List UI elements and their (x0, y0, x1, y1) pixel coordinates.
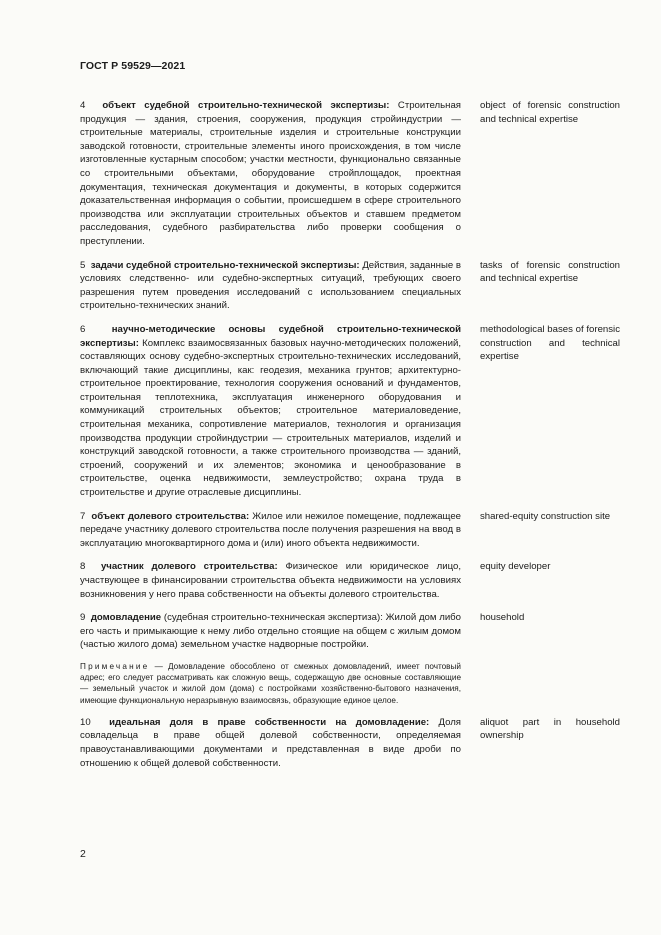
term-definition-text: Жилое или нежилое помещение, подлежащее передаче участнику долевого строительства после получения разрешения на ввод в эксплуатацию многоквартирного дома и (или) иного объекта недвижимости. (80, 510, 461, 549)
term-number: 4 (80, 100, 86, 111)
term-english-equivalent: aliquot part in household ownership (480, 716, 620, 742)
term-title: объект долевого строительства: (91, 510, 250, 522)
term-definition (80, 323, 461, 500)
term-definition-text: Физическое или юридическое лицо, участвующее в финансировании строительства объекта недвижимости на условиях возникновения у него права собственности на объекты долевого строительства. (80, 561, 461, 600)
term-number: 8 (80, 561, 86, 573)
term-english-equivalent: equity developer (480, 561, 551, 573)
term-title: домовладение (90, 612, 162, 624)
term-definition (80, 99, 461, 249)
term-definition (80, 560, 461, 601)
term-definition (80, 259, 461, 313)
term-entry-8 (80, 560, 620, 601)
term-note (80, 661, 461, 706)
note-text: — Домовладение обособлено от смежных домовладений, имеет почтовый адрес; его следует рассматривать как сложную вещь, содержащую две основные составляющие — земельный участок и жилой дом (дома) с постройками хозяйственно-бытового назначения, имеющие функциональную неразрывную взаимосвязь, образующие единое целое. (80, 661, 461, 705)
term-number: 5 (80, 259, 86, 271)
term-title: участник долевого строительства: (100, 561, 278, 573)
term-title: научно-методические основы судебной строительно-технической экспертизы: (80, 323, 461, 349)
term-left-column (80, 99, 461, 249)
term-title: идеальная доля в праве собственности на домовладение: (109, 716, 430, 728)
term-definition-text: Строительная продукция — здания, строения, сооружения, продукция стройиндустрии — строительные материалы, строительные изделия и строительные конструкции заводской готовности, строительные элементы иного происхождения, в том числе изготовленные кустарным способом; участки местности, функционально связанные со строительными объектами, оборудование стройплощадок, проектная документация, техническая документация и документы, в которых содержится доказательственная информация о событии, происшедшем в сфере строительного производства или эксплуатации строительных объектов и ставшем предметом расследования, судебного разбирательства либо проверки сообщения о преступлении. (80, 100, 461, 247)
term-entry-6 (80, 323, 620, 500)
term-english-equivalent: methodological bases of forensic construction and technical expertise (480, 323, 620, 363)
note-label: Примечание (80, 661, 150, 671)
term-number: 9 (80, 612, 86, 624)
term-left-column (80, 259, 461, 313)
term-number: 10 (80, 716, 91, 728)
term-entry-5 (80, 259, 620, 313)
term-definition (80, 716, 461, 770)
term-definition-text: Комплекс взаимосвязанных базовых научно-методических положений, составляющих основу судебно-экспертных строительно-технических исследований, включающий такие дисциплины, как: геодезия, механика грунтов; архитектурно-строительное проектирование, технология сооружения оснований и фундаментов, строительная теплотехника, эксплуатация инженерного оборудования и коммуникаций строительных объектов; строительное материаловедение, строительная механика, сопротивление материалов, технология и организация производства продукции стройиндустрии — строительных материалов, изделий и конструкций заводской готовности, а также строительного производства — зданий, строений, сооружений и их элементов; экономика и ценообразование в строительстве, оценка недвижимости, землеустройство; охрана труда в строительстве и другие отраслевые дисциплины. (80, 337, 461, 499)
term-left-column (80, 716, 461, 770)
term-english-equivalent: object of forensic construction and technical expertise (480, 100, 620, 125)
term-definition (80, 611, 461, 652)
term-english-equivalent: shared-equity construction site (480, 510, 611, 522)
term-definition-text: Действия, заданные в условиях следственно- или судебно-экспертных ситуаций, требующих своего разрешения путем проведения исследований с использованием специальных строительно-технических знаний. (80, 259, 461, 312)
term-definition-text: Доля совладельца в праве общей долевой собственности, определяемая правоустанавливающими документами и представленная в виде дроби по отношению к общей долевой собственности. (80, 716, 462, 769)
term-left-column (80, 611, 461, 706)
term-entry-4 (80, 99, 620, 249)
term-entry-9 (80, 611, 620, 706)
term-english-equivalent: tasks of forensic construction and technical expertise (480, 259, 620, 285)
page-number: 2 (80, 848, 86, 860)
term-left-column (80, 560, 461, 601)
document-header: ГОСТ Р 59529—2021 (80, 60, 186, 72)
term-title: задачи судебной строительно-технической экспертизы: (90, 259, 360, 271)
term-number: 6 (80, 323, 86, 335)
terms-list (80, 99, 620, 780)
term-left-column (80, 510, 461, 551)
term-english-equivalent: household (480, 612, 525, 624)
term-title: объект судебной строительно-технической экспертизы: (102, 100, 390, 111)
term-definition (80, 510, 461, 551)
term-entry-7 (80, 510, 620, 551)
term-left-column (80, 323, 461, 500)
term-entry-10 (80, 716, 620, 770)
term-number: 7 (80, 510, 86, 522)
term-definition-text: (судебная строительно-техническая экспертиза): Жилой дом либо его часть и примыкающие к нему либо отдельно стоящие на общем с жилым домом (частью жилого дома) земельном участке надворные постройки. (80, 612, 462, 651)
